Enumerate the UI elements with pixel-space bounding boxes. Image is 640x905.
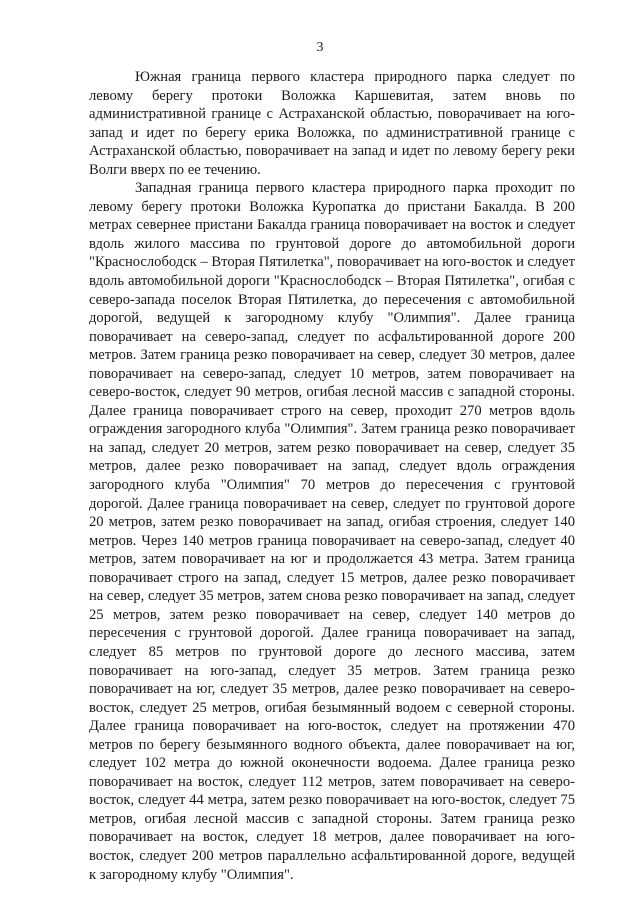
page-number: 3 [316,40,324,55]
document-body [89,68,575,884]
paragraph-west-boundary: Западная граница первого кластера природного парка проходит по левому берегу протоки Воложка Куропатка до пристани Бакалда. В 200 метрах севернее пристани Бакалда граница поворачивает на восток и следует вдоль жилого массива по грунтовой дороге до автомобильной дороги "Краснослободск – Вторая Пятилетка", поворачивает на юго-восток и следует вдоль автомобильной дороги "Краснослободск – Вторая Пятилетка", огибая с северо-запада поселок Вторая Пятилетка, до пересечения с автомобильной дорогой, ведущей к загородному клубу "Олимпия". Далее граница поворачивает на северо-запад, следует по асфальтированной дороге 200 метров. Затем граница резко поворачивает на север, следует 30 метров, далее поворачивает на северо-запад, следует 10 метров, затем поворачивает на северо-восток, следует 90 метров, огибая лесной массив с западной стороны. Далее граница поворачивает строго на север, проходит 270 метров вдоль ограждения загородного клуба "Олимпия". Затем граница резко поворачивает на запад, следует 20 метров, затем резко поворачивает на север, следует 35 метров, далее резко поворачивает на запад, следует вдоль ограждения загородного клуба "Олимпия" 70 метров до пересечения с грунтовой дорогой. Далее граница поворачивает на север, следует по грунтовой дороге 20 метров, затем резко поворачивает на запад, огибая строения, следует 140 метров. Через 140 метров граница поворачивает на северо-запад, следует 40 метров, затем поворачивает на юг и продолжается 43 метра. Затем граница поворачивает строго на запад, следует 15 метров, далее резко поворачивает на север, следует 35 метров, затем снова резко поворачивает на запад, следует 25 метров, затем резко поворачивает на север, следует 140 метров до пересечения с грунтовой дорогой. Далее граница поворачивает на запад, следует 85 метров по грунтовой дороге до лесного массива, затем поворачивает на юго-запад, следует 35 метров. Затем граница резко поворачивает на юг, следует 35 метров, далее резко поворачивает на северо-восток, следует 25 метров, огибая безымянный водоем с северной стороны. Далее граница поворачивает на юго-восток, следует на протяжении 470 метров по берегу безымянного водного объекта, далее поворачивает на юг, следует 102 метра до южной оконечности водоема. Далее граница резко поворачивает на восток, следует 112 метров, затем поворачивает на северо-восток, следует 44 метра, затем резко поворачивает на юго-восток, следует 75 метров, огибая лесной массив с западной стороны. Затем граница резко поворачивает на восток, следует 18 метров, далее поворачивает на юго-восток, следует 200 метров параллельно асфальтированной дороге, ведущей к загородному клубу "Олимпия". [89,180,575,883]
paragraph-south-boundary: Южная граница первого кластера природного парка следует по левому берегу протоки Воложка Каршевитая, затем вновь по административной границе с Астраханской областью, поворачивает на юго-запад и идет по берегу ерика Воложка, по административной границе с Астраханской областью, поворачивает на запад и идет по левому берегу реки Волги вверх по ее течению. [89,69,575,178]
